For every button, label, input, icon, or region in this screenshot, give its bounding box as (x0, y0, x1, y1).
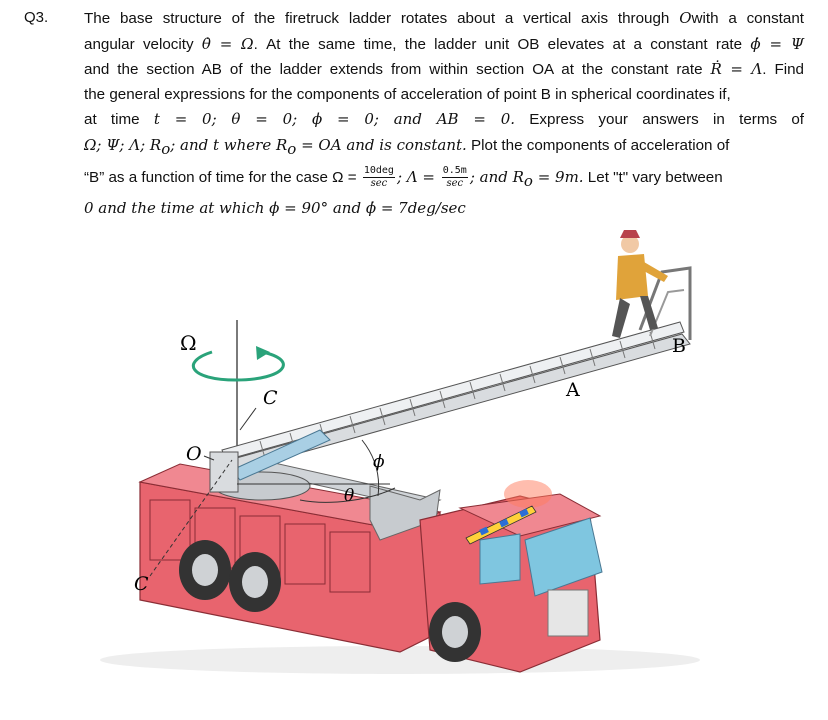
label-a: A (566, 379, 580, 401)
firefighter (612, 230, 668, 338)
side-window (480, 534, 520, 584)
question-text (84, 6, 804, 220)
text-line-8: 0 and the time at which ϕ = 90° and ϕ̇ = 7deg/sec (84, 198, 466, 217)
question-number: Q3. (24, 9, 49, 26)
label-c-top: C (263, 387, 278, 409)
label-o: O (186, 443, 202, 465)
label-b: B (672, 335, 686, 357)
text-line-7: “B” as a function of time for the case Ω = $\frac{\text{10deg}}{\sec}$ ; Λ = $\frac{0.5m}{\sec}$ ; and $R_o = 9m$. Let "t" vary between (84, 165, 723, 190)
truck-body (140, 430, 440, 652)
label-omega: Ω (180, 331, 197, 355)
text-line-6: Ω; Ψ; Λ; $R_o$; and t where $R_o$ = OA and is constant. Plot the components of acceleration of (84, 135, 730, 158)
label-c-bottom: C (134, 573, 149, 595)
rotation-arrow-icon (193, 346, 283, 380)
label-theta: θ (344, 486, 355, 506)
fraction-omega: $\frac{\text{10deg}}{\sec}$ (363, 165, 394, 190)
firetruck-figure (0, 220, 828, 720)
fraction-lambda: $\frac{0.5m}{\sec}$ (442, 165, 467, 190)
text-line-3: and the section AB of the ladder extends from within section OA at the constant rate Ṙ = Λ. Find (84, 60, 804, 79)
text-line-1: The base structure of the firetruck ladder rotates about a vertical axis through Owith a constant (84, 9, 804, 27)
text-line-4: the general expressions for the components of acceleration of point B in spherical coordinates if, (84, 85, 731, 103)
light-glow (504, 480, 552, 508)
text-line-5: at time t = 0; θ = 0; ϕ = 0; and AB = 0. Express your answers in terms of (84, 110, 804, 129)
label-phi: ϕ (373, 452, 385, 472)
text-line-2: angular velocity θ̇ = Ω. At the same time, the ladder unit OB elevates at a constant rate ϕ̇ = Ψ (84, 34, 805, 53)
